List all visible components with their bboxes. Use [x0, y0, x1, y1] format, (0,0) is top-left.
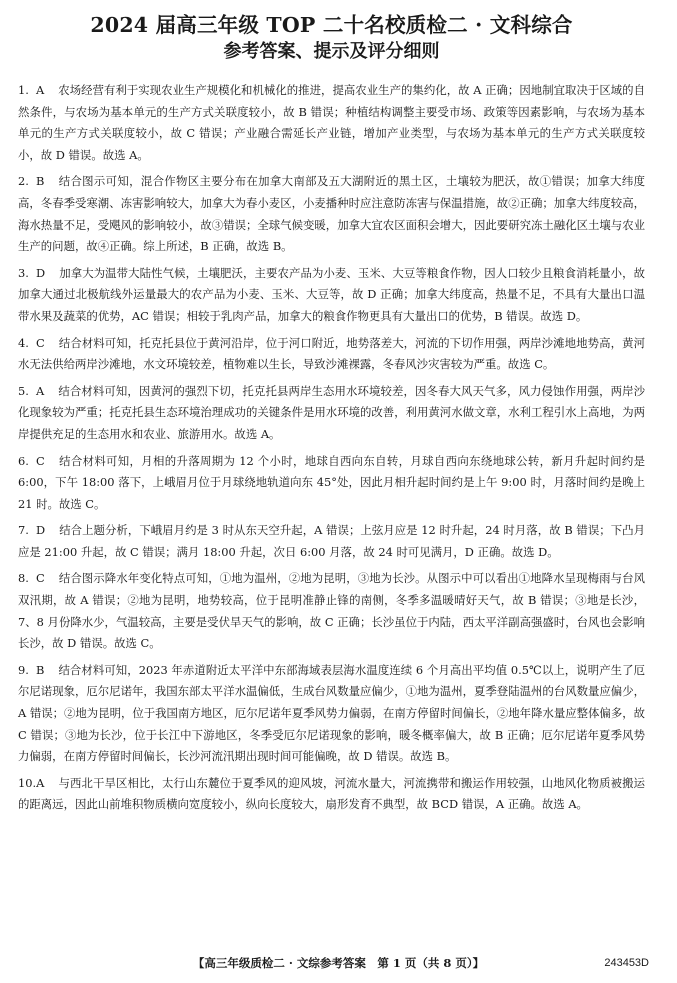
- item-explanation: 与西北干旱区相比，太行山东麓位于夏季风的迎风坡，河流水量大，河流携带和搬运作用较强，山地风化物质被搬运的距离远，因此山前堆积物质横向宽度较小，纵向长度较大，扇形发育不典型，故 BCD 错误，A 正确。故选 A。: [18, 775, 645, 812]
- item-answer: B: [36, 662, 45, 677]
- answer-item-5: [18, 381, 645, 446]
- item-answer: A: [36, 775, 45, 790]
- item-number: 6.: [18, 453, 29, 468]
- page-subtitle: 参考答案、提示及评分细则: [223, 41, 440, 62]
- item-number: 3.: [18, 265, 29, 280]
- item-answer: C: [36, 453, 45, 468]
- item-explanation: 结合材料可知，2023 年赤道附近太平洋中东部海域表层海水温度连续 6 个月高出平均值 0.5℃以上，说明产生了厄尔尼诺现象，厄尔尼诺年，我国东部太平洋水温偏低，生成台风数量应偏少，①地为温州，夏季登陆温州的台风数量应偏少，A 错误；②地为昆明，位于我国南方地区，厄尔尼诺年夏季风势力偏弱，在南方停留时间偏长，②地年降水量应整体偏多，故 C 错误；③地为长沙，位于长江中下游地区，冬季受厄尔尼诺现象的影响，暖冬概率偏大，故 B 正确；厄尔尼诺年夏季风势力偏弱，在南方停留时间偏长，长沙河流汛期出现时间可能偏晚，故 D 错误。故选 B。: [18, 662, 645, 764]
- item-number: 2.: [18, 174, 29, 189]
- answer-item-7: [18, 520, 645, 563]
- item-explanation: 结合材料可知，月相的升落周期为 12 个小时，地球自西向东自转，月球自西向东绕地球公转，新月升起时间约是 6:00，下午 18:00 落下，上峨眉月位于月球绕地轨道向东 45°处，因此月相升起时间约是上午 9:00 时，月落时间约是晚上 21 时。故选 C。: [18, 453, 645, 511]
- item-answer: B: [36, 174, 45, 189]
- item-number: 8.: [18, 571, 29, 586]
- item-number: 1.: [18, 83, 29, 97]
- item-answer: D: [36, 523, 46, 538]
- answer-item-8: [18, 568, 645, 654]
- item-answer: C: [36, 571, 45, 586]
- answer-item-9: [18, 660, 645, 768]
- item-explanation: 农场经营有利于实现农业生产规模化和机械化的推进，提高农业生产的集约化，故 A 正确；因地制宜取决于区域的自然条件，与农场为基本单元的生产方式关联度较小，故 B 错误；种植结构调整主要受市场、政策等因素影响，与农场为基本单元的生产方式关联度较小，故 C 错误；产业融合需延长产业链，增加产业类型，与农场为基本单元的生产方式关联度较小，故 D 错误。故选 A。: [18, 83, 645, 162]
- footer-page-info: 【高三年级质检二 · 文综参考答案 第 1 页（共 8 页）】: [192, 956, 485, 970]
- item-answer: D: [36, 265, 46, 280]
- item-answer: C: [36, 335, 45, 350]
- answer-item-6: [18, 451, 645, 516]
- item-explanation: 结合图示降水年变化特点可知，①地为温州，②地为昆明，③地为长沙。从图示中可以看出①地降水呈现梅雨与台风双汛期，故 A 错误；②地为昆明，地势较高，位于昆明准静止锋的南侧，冬季多温暖晴好天气，故 B 错误；③地是长沙，7、8 月份降水少，气温较高，主要是受伏旱天气的影响，故 C 正确；长沙虽位于内陆，西太平洋副高强盛时，台风也会影响长沙，故 D 错误。故选 C。: [18, 571, 645, 651]
- item-number: 10.: [18, 775, 37, 790]
- item-explanation: 结合图示可知，混合作物区主要分布在加拿大南部及五大湖附近的黑土区，土壤较为肥沃，故①错误；加拿大纬度高，冬春季受寒潮、冻害影响较大，加拿大为春小麦区，小麦播种时应注意防冻害与保温措施，故②正确；加拿大纬度较高，海水热量不足，受飓风的影响较小，故③错误；全球气候变暖，加拿大宜农区面积会增大，因此要研究冻土融化区土壤与农业生产的问题，故④正确。综上所述，B 正确，故选 B。: [18, 174, 645, 254]
- answer-item-10: [18, 773, 645, 816]
- item-number: 5.: [18, 383, 29, 398]
- item-explanation: 加拿大为温带大陆性气候，土壤肥沃，主要农产品为小麦、玉米、大豆等粮食作物，因人口较少且粮食消耗量小，故加拿大通过北极航线外运量最大的农产品为小麦、玉米、大豆等，故 D 正确；加拿大纬度高，热量不足，不具有大量出口温带水果及蔬菜的优势，AC 错误；相较于乳肉产品，加拿大的粮食作物更具有大量出口的优势，B 错误。故选 D。: [18, 265, 645, 323]
- answer-item-3: [18, 263, 645, 328]
- answer-item-2: [18, 171, 645, 257]
- item-answer: A: [36, 383, 45, 398]
- item-explanation: 结合上题分析，下峨眉月约是 3 时从东天空升起，A 错误；上弦月应是 12 时升起，24 时月落，故 B 错误；下凸月应是 21:00 升起，故 C 错误；满月 18:00 升起，次日 6:00 月落，故 24 时可见满月，D 正确。故选 D。: [18, 523, 645, 559]
- answer-item-1: [18, 80, 645, 166]
- item-number: 9.: [18, 662, 29, 677]
- footer-doc-code: 243453D: [604, 957, 649, 969]
- item-number: 7.: [18, 523, 29, 538]
- item-number: 4.: [18, 335, 29, 350]
- answer-item-4: [18, 333, 645, 376]
- page-title: 2024 届高三年级 TOP 二十名校质检二 · 文科综合: [90, 13, 573, 37]
- item-explanation: 结合材料可知，托克托县位于黄河沿岸，位于河口附近，地势落差大，河流的下切作用强，两岸沙滩地地势高，黄河水无法供给两岸沙滩地，水文环境较差，植物难以生长，导致沙滩裸露，冬春风沙灾害较为严重。故选 C。: [18, 335, 645, 372]
- answer-list: [18, 80, 645, 816]
- item-answer: A: [36, 83, 45, 97]
- item-explanation: 结合材料可知，因黄河的强烈下切，托克托县两岸生态用水环境较差，因冬春大风天气多，风力侵蚀作用强，两岸沙化现象较为严重；托克托县生态环境治理成功的关键条件是用水环境的改善，利用黄河水做文章，水利工程引水上高地，为两岸提供充足的生态用水和农业、旅游用水。故选 A。: [18, 383, 645, 441]
